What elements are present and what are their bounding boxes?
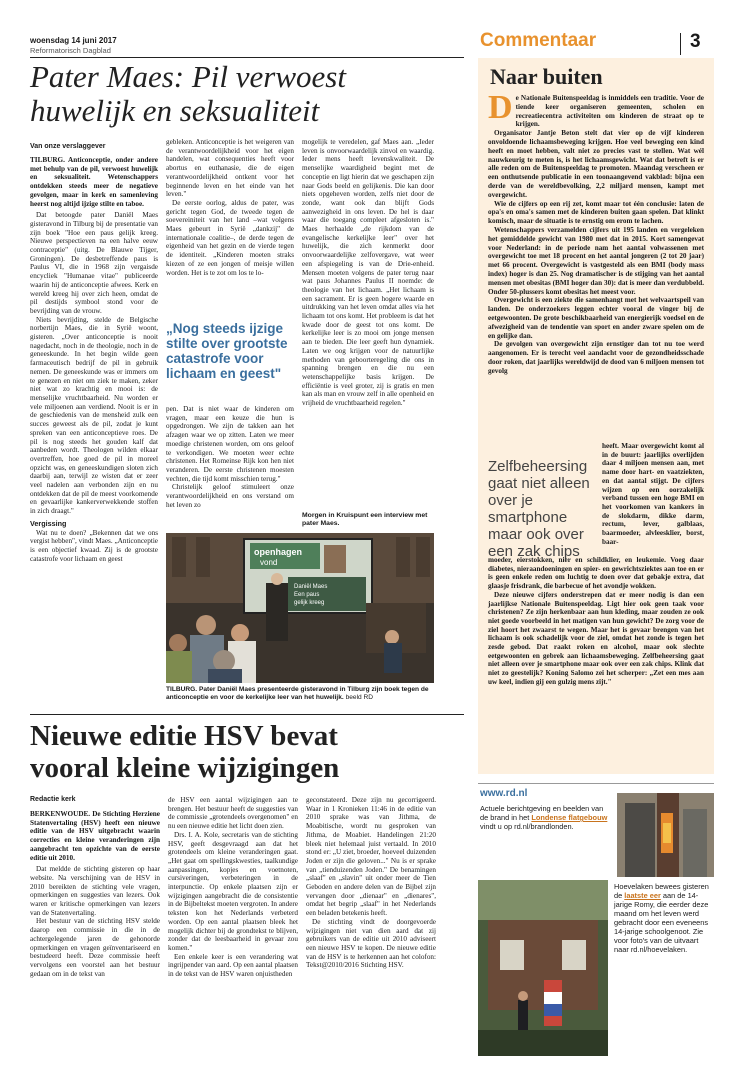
article1-headline-line2: huwelijk en seksualiteit [30,93,320,128]
article1-para: De eerste oorlog, aldus de pater, was gericht tegen God, de tweede tegen de soevereiniteit van het land –wat volgens Maes gebeurt in Syrië „dankzij" de internationale coalitie–, de derde tegen de eigenheid van het gezin en de vierde tegen de identiteit. „Kinderen moeten straks kiezen of ze een jongen of meisje willen worden. Het is te zot om los te lo- [166,198,294,277]
screen-text-2: vond [260,558,278,567]
article2-col3 [306,796,436,970]
header-rule-left [30,57,464,58]
article2-para: Een enkele keer is een verandering wat ingrijpender van aard. Op een aantal plaatsen in de tekst van de HSV waren onjuistheden [168,952,298,979]
article1-para: mogelijk te veredelen, gaf Maes aan. „Ieder leven is onvoorwaardelijk zinvol en waardig. Ieder mens heeft levenskwaliteit. De menselijke waardigheid begint met de conceptie en ligt hierin dat we geschapen zijn naar Gods beeld en gelijkenis. Die kan door niets opgeheven worden, zelfs niet door de zonde, want ook dan blijft Gods aanwezigheid in ons leven. De hel is daar waar die toegang compleet afgesloten is." Maes herhaalde „de rijkdom van de evangelische kerkelijke leer" over het huwelijk, die zich kenmerkt door onvoorwaardelijke zelfovergave, wat weer een afspiegeling is van de Drie-enheid. Mensen moeten volgens de pater terug naar wat paus Johannes Paulus II noemde: de theologie van het lichaam. „Het lichaam is een sacrament. Er is geen hogere waarde en uitdrukking van het leven omdat alles via het lichaam tot ons komt. Het probleem is dat het kwade door de geest tot ons komt. De kerkelijke leer is zo mooi om jonge mensen aan te bieden. Die leer geeft hun dynamiek. Laten we oog krijgen voor de natuurlijke methoden van geboorteregeling die ons in spanning brengen en die nu een wetenschappelijke basis krijgen. De efficiëntie is veel groter, zij is gratis en men kan als man en vrouw zelf in alle openheid en vrijheid de vruchtbaarheid regelen." [302,138,434,408]
commentary-rest [488,556,704,687]
commentary-body [488,89,704,376]
funeral-photo-illustration [478,880,608,1056]
article1-pullquote-text: „Nog steeds ijzige stilte over grootste catastrofe voor lichaam en geest" [166,321,288,381]
article1-para: Christelijk geloof stimuleert onze verantwoordelijkheid en ons verstand om het leven zo [166,483,294,509]
article1-col1 [30,156,158,563]
article2-para: Drs. I. A. Kole, secretaris van de stichting HSV, geeft desgevraagd aan dat het grotendeels om kleine veranderingen gaat. „Het gaat om spellingskwesties, taalkundige aanpassingen, kopjes en voetnoten, cursiveringen, verbeteringen in de interpunctie. Op enkele plaatsen zijn er wijzigingen aangebracht die de consistentie in de Bijbeltekst moeten vergroten. In andere teksten kon het Nederlands verbeterd worden. Op een aantal plaatsen bleek het mogelijk dichter bij de grondtekst te blijven, zonder dat de leesbaarheid in gevaar zou komen." [168,830,298,952]
article2-para: geconstateerd. Deze zijn nu gecorrigeerd. Waar in 1 Kronieken 11:46 in de editie van 2010 sprake was van Jithma, de Moabitische, wordt nu gesproken van Jithma, de Moabiet. Handelingen 21:20 bleek niet helemaal juist vertaald. In 2010 stond er: „U ziet, broeder, hoeveel duizenden Joden er zijn die geloven..." Nu is er sprake van „tienduizenden Joden." De benamingen „slaaf" en „slavin" uit onder meer de Tien Geboden en andere delen van de Bijbel zijn vervangen door „dienaar" en „dienares", omdat het begrip „slaaf" in het Nederlands een beladen betekenis heeft. [306,796,436,918]
article2-headline-line1: Nieuwe editie HSV bevat [30,720,338,752]
section-title: Commentaar [480,30,597,51]
photo-caption-text: Pater Daniël Maes presenteerde gisteravond in Tilburg zijn boek tegen de anticonceptie en voor de kerkelijke leer van het huwelijk. [166,686,429,701]
article1-photo-caption [166,686,434,702]
commentary-para: Deze nieuwe cijfers onderstrepen dat er meer nodig is dan een jaarlijkse Nationale Buitenspeeldag. Ligt hier ook geen taak voor christenen? Ze zijn herkenbaar aan hun kleding, maar zouden ze ook niet goede voorbeeld in het matigen van hun gewicht? De zorg voor de ziel hoort het zwaarst te wegen. Maar het is gevaar brengen van het lichaam is ook schadelijk voor de ziel, omdat het zonde is tegen het zesde gebod. Dat raakt roken en alcohol, maar ook slechte eetgewoonten en gebrek aan lichaamsbeweging. Zelfbeheersing gaat niet alleen over je smartphone maar ook over een zak chips. Klink dat niet zo geestelijk? Koning Salomo zei het scherper: „Zet een mes aan uw keel, indien gij een gulzig mens zijt." [488,590,704,686]
article2-headline-line2: vooral kleine wijzigingen [30,752,340,784]
commentary-wrap-text: heeft. Maar overgewicht komt al in de buurt: jaarlijks overlijden daar 4 miljoen mensen aan, met name door hart- en vaatziekten, en dat aantal stijgt. De cijfers wijzen op een oorzakelijk verband tussen een hoge BMI en het voorkomen van kankers in de slokdarm, dikke darm, rectum, lever, galblaas, baarmoeder, alvleesklier, borst, baar- [602,442,704,546]
article2-para: Het bestuur van de stichting HSV stelde daarop een commissie in die in de achtergelegende jaren de gehonorde opmerkingen en vragen geïnventariseerd en bestudeerd heeft. Deze commissie heeft vervolgens een voorstel aan het bestuur gedaan om in de tekst van [30,917,160,978]
commentary-para: moeder, eierstokken, nier en schildklier, en leukemie. Voeg daar diabetes, nieraandoeningen en spier- en gewrichtsziektes aan toe en er is geen enkele reden om luchtig te doen over dat gebakje extra, dat glaasje frisdrank, die barbecue of het avondje wokken. [488,556,704,591]
article1-byline: Van onze verslaggever [30,143,106,150]
screen-text-4: Een paus [294,592,320,598]
commentary-title: Naar buiten [490,64,603,89]
screen-text-5: gelijk kreeg [294,600,325,606]
article1-headline [30,60,464,128]
web-link-london[interactable]: Londense flatgebouw [531,813,608,822]
article1-lead: Anticonceptie, onder andere met behulp van de pil, verwoest huwelijk en seksualiteit. Wetenschappers ontdekken steeds meer de negatieve gevolgen, maar in kerk en samenleving heerst nog altijd ijzige stilte en taboe. [30,156,158,208]
article1-para: Wat nu te doen? „Bekennen dat we ons vergist hebben", vindt Maes. „Anticonceptie is een objectief kwaad. Zij is de grootste catastrofe voor lichaam en geest [30,528,158,563]
web-box-rule [478,783,714,784]
article1-para: gebleken. Anticonceptie is het weigeren van de verantwoordelijkheid voor het eigen handelen, wat consequenties heeft voor abortus en euthanasie, die de eigen verantwoordelijkheid ontkent voor het beginnende leven en het einde van het leven." [166,138,294,199]
article1-photo [166,533,434,683]
screen-text-3: Daniël Maes [294,584,328,590]
web-title: www.rd.nl [480,788,528,799]
article1-col3 [302,138,434,408]
article2-col2 [168,796,298,979]
article2-lead: De Stichting Herziene Statenvertaling (HSV) heeft een nieuwe editie van de HSV uitgebracht waarin correcties en kleine veranderingen zijn aangebracht ten opzichte van de eerste editie uit 2010. [30,810,160,862]
commentary-panel [478,58,714,774]
header-paper: Reformatorisch Dagblad [30,46,111,55]
funeral-photo [478,880,608,1056]
funeral-caption-1: Hoevelaken bewees gisteren de [614,882,709,900]
article2-para: Dat meldde de stichting gisteren op haar website. Na verschijning van de HSV in 2010 bereikten de stichting vele vragen, opmerkingen en suggesties van lezers. Ook waren er kritische opmerkingen van lezers van de Statenvertaling. [30,865,160,917]
article1-para: pen. Dat is niet waar de kinderen om vragen, maar een keuze die hun is opgedrongen. We zijn de takken aan het afzagen waar we op zitten. Laten we meer moedige christenen worden, om ons geloof te verkondigen. We moeten weer echte christenen. Het Romeinse Rijk kon hen niet veranderen. De eerste christenen moesten vechten, die tijd komt misschien terug." [166,405,294,483]
commentary-lead: e Nationale Buitenspeeldag is inmiddels een traditie. Voor de tiende keer organiseren gemeenten, scholen en recreatiecentra activiteiten om kinderen de straat op te krijgen. [515,94,704,129]
commentary-para: Overgewicht is een ziekte die samenhangt met het welvaartspeil van landen. De onderzoekers leggen echter vooral de vinger bij de eetgewoonten. De grote beschikbaarheid van energierijk voedsel en de afwezigheid van de tendentie van sport en ander zware spelen om de en gelijke dan. [488,296,704,340]
web-text-1: Actuele berichtgeving en beelden van de brand in het [480,804,604,822]
commentary-para: De gevolgen van overgewicht zijn ernstiger dan tot nu toe werd aangenomen. Er is terecht veel aandacht voor de gezondheidsschade door roken, dat jaarlijks wereldwijd de dood van 6 miljoen mensen tot gevolg [488,340,704,375]
fire-photo [617,793,714,877]
fire-photo-illustration [617,793,714,877]
article2-para: De stichting vindt de doorgevoerde wijzigingen niet van dien aard dat zij gebruikers van de editie uit 2010 adviseert een nieuwe HSV te kopen. De nieuwe editie van de HSV is te herkennen aan het colofon: Tekst@2010/2016 Stichting HSV. [306,917,436,970]
article1-pullquote [166,321,292,381]
article1-subhead: Vergissing [30,518,67,528]
commentary-para: Wetenschappers verzamelden cijfers uit 195 landen en vergeleken het gemiddelde gewicht van 1980 met dat in 2015. Kort samengevat voor Nederland: in de periode nam het aantal volwassenen met overgewicht toe met 18 procent en het aantal jongeren (2 tot 20 jaar) met 66 procent. Overgewicht is vastgesteld als een BMI (body mass index) hoger is dan 25. Nog dramatischer is de stijging van het aantal mensen met obesitas (BMI hoger dan 30): dat is meer dan verdubbeld. Onder 50-plussers komt obesitas het meest voor. [488,225,704,296]
article2-headline [30,720,464,784]
article2-lead-place: BERKENWOUDE. [30,810,91,818]
photo-credit: beeld RD [345,694,374,701]
screen-text-1: openhagen [254,547,303,557]
page-number: 3 [690,31,701,52]
article1-lead-place: TILBURG. [30,156,65,164]
article1-para: Niets bevrijding, stelde de Belgische norbertijn Maes, die in Syrië woont, gisteren. „Over anticonceptie is nooit nagedacht, noch in de theologie, noch in de geneeskunde. In het begin wilde geen farmaceutisch bedrijf de pil in gebruik nemen. De geneeskunde was er immers om te genezen en niet om ziek te maken, zeker niet wat zo krachtig en mooi is: de menselijke vruchtbaarheid. Nu worden er vele miljoenen aan verdiend. Nooit is er in de geschiedenis van de mensheid zulk een succes geweest als de pil, zodat je kunt spreken van een anticonceptieve roes. De pil is nog steeds het gouden kalf dat aanbeden wordt. Theologen wilden elkaar overtreffen, hoe goed de pil in moreel opzicht was, en geneeskundigen sloten zich daarbij aan, terwijl ze wisten dat er zeer veel nadelen aan verbonden zijn en nu ontdekken dat de pil de meest voorkomende en gevaarlijke kankerverwekkende stoffen in zich draagt." [30,315,158,516]
article2-col1 [30,810,160,978]
web-link-funeral[interactable]: laatste eer [624,891,661,900]
commentary-pullquote: Zelfbeheersing gaat niet alleen over je smartphone maar ook over een zak chips [488,458,590,560]
web-text [480,804,610,831]
article-separator [30,714,464,715]
funeral-caption [614,882,714,954]
commentary-para: Wie de cijfers op een rij zet, komt maar tot één conclusie: laten de opa's en oma's samen met de kinderen buiten gaan spelen. Dat klinkt komisch, maar de situatie is te ernstig om erom te lachen. [488,199,704,226]
article1-para: Dat betoogde pater Daniël Maes gisteravond in Tilburg bij de presentatie van zijn boek "Hoe een paus gelijk kreeg. Nieuwe perspectieven na een halve eeuw contraceptie" (uitg. De Blauwe Tijger, Groningen). De desbetreffende paus is Paulus VI, die in 1968 zijn vergaisde encycliek "Humanae vitae" publiceerde waarin hij de anticonceptie afwees. Kerk en wereld kreeg hij over zich heen, omdat de pil destijds symbool stond voor de bevrijding van de vrouw. [30,211,158,315]
funeral-caption-2: aan de 14-jarige Romy, die eerder deze maand om het leven werd gebracht door een eveneens 14-jarige schoolgenoot. Zie voor foto's van de uitvaart naar rd.nl/hoevelaken. [614,891,709,954]
commentary-dropcap: D [488,89,513,126]
header-divider [680,33,681,55]
presentation-photo-illustration [166,533,434,683]
article2-byline: Redactie kerk [30,796,76,803]
header-date: woensdag 14 juni 2017 [30,36,117,45]
photo-caption-place: TILBURG. [166,686,198,693]
article1-side-caption: Morgen in Kruispunt een interview met pater Maes. [302,512,428,527]
commentary-para: Organisator Jantje Beton stelt dat vier op de vijf kinderen onvoldoende lichaamsbeweging krijgen. Hoe veel beweging een kind heeft en moet hebben, valt niet zo precies vast te stellen. Wat wél nauwkeurig te meten is, is het lichaamsgewicht. Wat dat betreft is er alle reden om de Buitenspeeldag te promoten. Maandag verscheen er een onthutsende publicatie in een toonaangevend vakblad: bijna een derde van de wereldbevolking, 2,2 miljard mensen, kampt met overgewicht. [488,129,704,199]
article1-headline-line1: Pater Maes: Pil verwoest [30,59,346,94]
web-text-2: vindt u op rd.nl/brandlonden. [480,822,574,831]
article1-col2b [166,405,294,509]
article1-col2a [166,138,294,277]
article2-para: de HSV een aantal wijzigingen aan te brengen. Het bestuur heeft de suggesties van de commissie „grotendeels overgenomen" en nu een nieuwe editie het licht doen zien. [168,796,298,831]
